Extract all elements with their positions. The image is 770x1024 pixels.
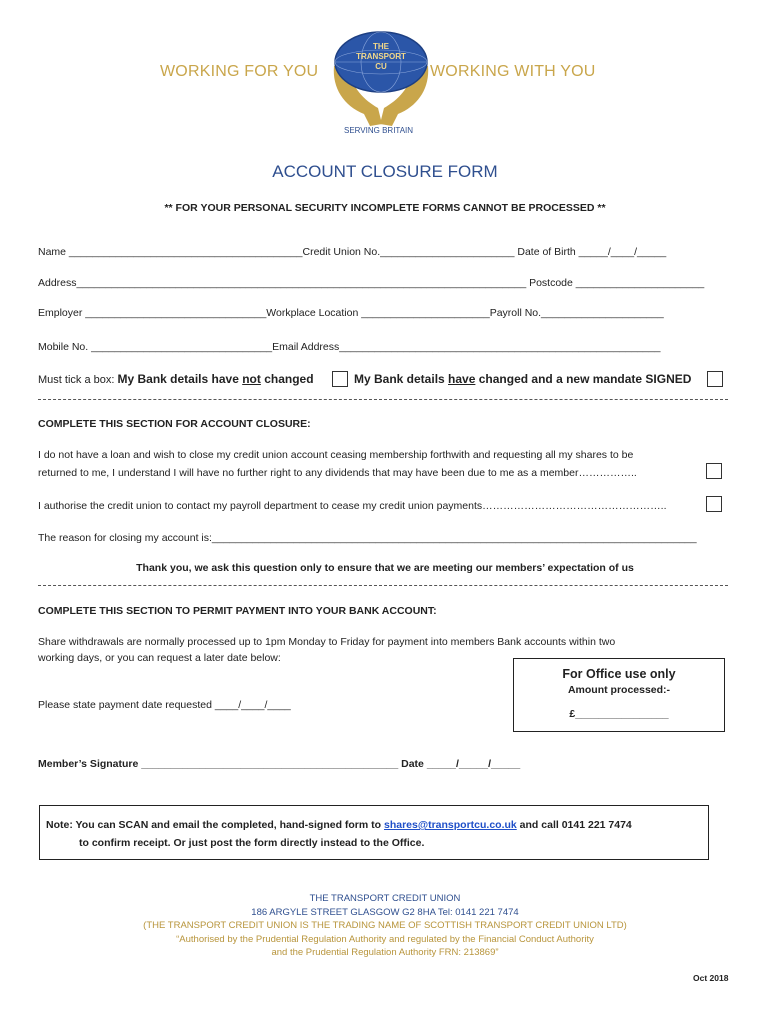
divider-1 [38,399,728,400]
tick-option-changed: My Bank details have changed and a new mandate SIGNED [354,372,692,386]
form-version-date: Oct 2018 [693,973,729,983]
closure-para-line1: I do not have a loan and wish to close my credit union account ceasing membership forthwith and requesting all my shares to be [38,449,634,461]
payment-para-line2: working days, or you can request a later date below: [38,652,281,664]
footer-authorised: “Authorised by the Prudential Regulation Authority and regulated by the Financial Conduct Authority [176,934,594,945]
footer-frn: and the Prudential Regulation Authority FRN: 213869” [271,947,499,958]
tagline-left: WORKING FOR YOU [160,63,319,80]
tick-option-not-changed: My Bank details have not changed [117,372,314,386]
footer-address: 186 ARGYLE STREET GLASGOW G2 8HA Tel: 0141 221 7474 [251,907,519,918]
credit-union-logo [330,28,432,138]
security-warning: ** FOR YOUR PERSONAL SECURITY INCOMPLETE FORMS CANNOT BE PROCESSED ** [164,202,606,214]
not-changed-checkbox[interactable] [332,371,348,387]
payment-heading: COMPLETE THIS SECTION TO PERMIT PAYMENT INTO YOUR BANK ACCOUNT: [38,605,437,617]
footer-org-name: THE TRANSPORT CREDIT UNION [309,893,461,904]
mobile-email-row[interactable]: Mobile No. _______________________________Email Address_______________________________________________________ [38,341,661,353]
changed-checkbox[interactable] [707,371,723,387]
payment-para-line1: Share withdrawals are normally processed up to 1pm Monday to Friday for payment into members Bank accounts within two [38,636,616,648]
office-title: For Office use only [562,667,676,681]
closure-para-line2: returned to me, I understand I will have no further right to any dividends that may have been due to me as a member…………….. [38,467,637,479]
office-amount-label: Amount processed:- [567,684,671,696]
divider-2 [38,585,728,586]
form-title: ACCOUNT CLOSURE FORM [272,162,498,181]
tagline-right: WORKING WITH YOU [430,63,596,80]
logo-text-2: TRANSPORT [356,52,406,61]
logo-subtitle: SERVING BRITAIN [344,126,414,135]
payment-date-field[interactable]: Please state payment date requested ____/____/____ [38,699,291,711]
tick-row [38,372,314,386]
office-use-box [513,658,725,732]
logo-text-1: THE [373,42,389,51]
tick-prefix: Must tick a box: [38,374,118,386]
email-link[interactable]: shares@transportcu.co.uk [383,819,517,831]
note-line-2: to confirm receipt. Or just post the form directly instead to the Office. [79,837,425,849]
note-box [39,805,709,860]
closure-reason-field[interactable]: The reason for closing my account is:___________________________________________________________________________________ [38,532,697,544]
signature-date-row[interactable]: Member’s Signature ____________________________________________ Date _____/_____/_____ [38,758,521,770]
office-amount-value: £________________ [569,708,669,720]
name-dob-row[interactable]: Name ________________________________________Credit Union No._______________________ Date of Birth _____/____/_____ [38,246,667,258]
payroll-authorise-text: I authorise the credit union to contact my payroll department to cease my credit union payments…………………………………………….. [38,500,667,512]
footer-trading-name: (THE TRANSPORT CREDIT UNION IS THE TRADING NAME OF SCOTTISH TRANSPORT CREDIT UNION LTD) [143,920,627,931]
address-postcode-row[interactable]: Address_____________________________________________________________________________ Postcode ______________________ [38,277,705,289]
closure-heading: COMPLETE THIS SECTION FOR ACCOUNT CLOSURE: [38,418,311,430]
thanks-note: Thank you, we ask this question only to ensure that we are meeting our members’ expectation of us [136,562,634,574]
close-account-checkbox[interactable] [706,463,722,479]
logo-text-3: CU [375,62,387,71]
payroll-authorise-checkbox[interactable] [706,496,722,512]
employer-payroll-row[interactable]: Employer _______________________________Workplace Location ______________________Payroll No._____________________ [38,307,664,319]
note-line-1: Note: You can SCAN and email the completed, hand-signed form to shares@transportcu.co.uk and call 0141 221 7474 [46,819,632,831]
